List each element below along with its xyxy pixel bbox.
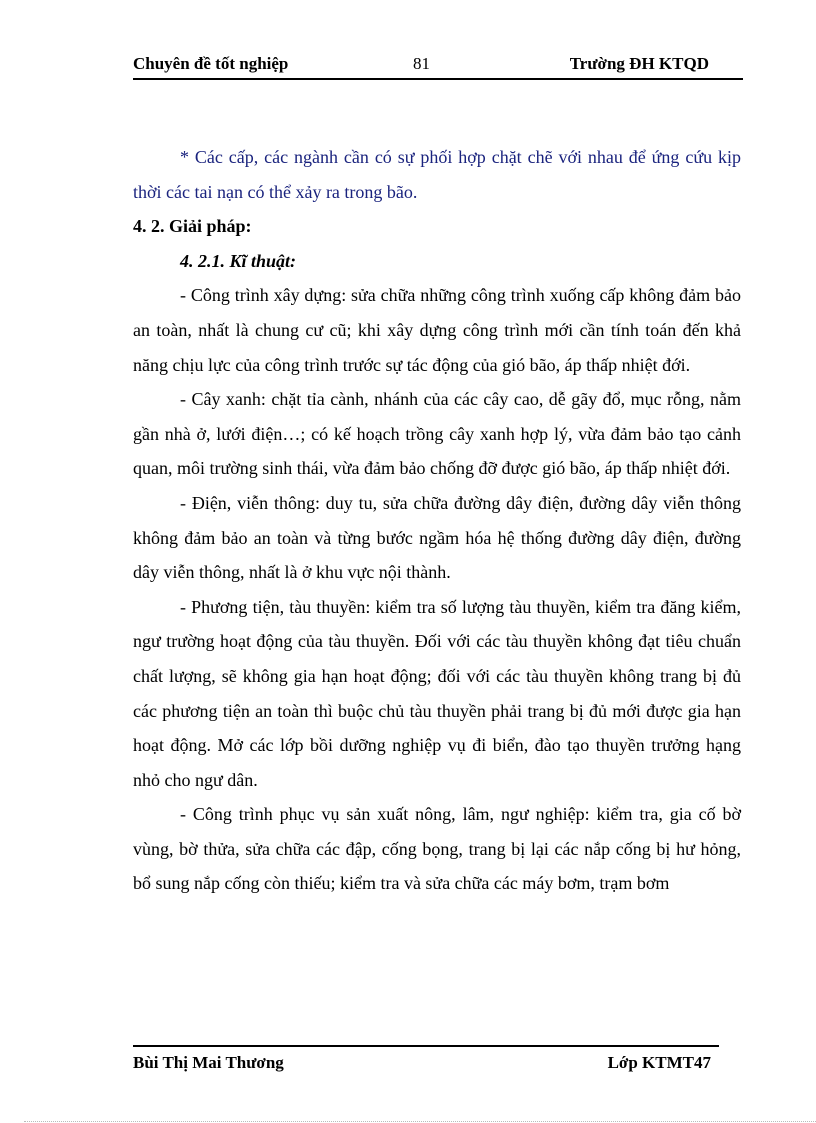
paragraph-construction: - Công trình xây dựng: sửa chữa những công trình xuống cấp không đảm bảo an toàn, nhất là chung cư cũ; khi xây dựng công trình mới cần tính toán đến khả năng chịu lực của công trình trước sự tác động của gió bão, áp thấp nhiệt đới. bbox=[133, 285, 741, 375]
page-header bbox=[133, 52, 743, 80]
header-title: Chuyên đề tốt nghiệp bbox=[133, 54, 289, 73]
page-footer bbox=[133, 1045, 719, 1081]
footer-author: Bùi Thị Mai Thương bbox=[133, 1053, 284, 1072]
paragraph-agriculture: - Công trình phục vụ sản xuất nông, lâm, ngư nghiệp: kiểm tra, gia cố bờ vùng, bờ thửa, sửa chữa các đập, cống bọng, trang bị lại các nắp cống bị hư hỏng, bổ sung nắp cống còn thiếu; kiểm tra và sửa chữa các máy bơm, trạm bơm bbox=[133, 804, 741, 894]
paragraph-electricity: - Điện, viễn thông: duy tu, sửa chữa đường dây điện, đường dây viễn thông không đảm bảo an toàn và từng bước ngầm hóa hệ thống đường dây điện, đường dây viễn thông, nhất là ở khu vực nội thành. bbox=[133, 492, 741, 583]
footer-class: Lớp KTMT47 bbox=[607, 1053, 711, 1072]
paragraph-vessels: - Phương tiện, tàu thuyền: kiểm tra số lượng tàu thuyền, kiểm tra đăng kiểm, ngư trường hoạt động của tàu thuyền. Đối với các tàu thuyền không đạt tiêu chuẩn chất lượng, sẽ không gia hạn hoạt động; đối với các tàu thuyền không trang bị đủ các phương tiện an toàn thì buộc chủ tàu thuyền phải trang bị đủ mới được gia hạn hoạt động. Mở các lớp bồi dưỡng nghiệp vụ đi biển, đào tạo thuyền trưởng hạng nhỏ cho ngư dân. bbox=[133, 596, 741, 790]
page-number: 81 bbox=[413, 54, 430, 73]
subsection-heading: 4. 2.1. Kĩ thuật: bbox=[180, 250, 297, 271]
paragraph-intro: * Các cấp, các ngành cần có sự phối hợp chặt chẽ với nhau để ứng cứu kịp thời các tai nạn có thể xảy ra trong bão. bbox=[133, 147, 741, 202]
paragraph-trees: - Cây xanh: chặt tỉa cành, nhánh của các cây cao, dễ gãy đổ, mục rỗng, nằm gần nhà ở, lưới điện…; có kế hoạch trồng cây xanh hợp lý, vừa đảm bảo tạo cảnh quan, môi trường sinh thái, vừa đảm bảo chống đỡ được gió bão, áp thấp nhiệt đới. bbox=[133, 389, 741, 479]
page-edge-divider bbox=[24, 1121, 816, 1122]
body-text bbox=[133, 140, 741, 901]
header-school: Trường ĐH KTQD bbox=[569, 54, 709, 73]
section-heading: 4. 2. Giải pháp: bbox=[133, 216, 252, 237]
